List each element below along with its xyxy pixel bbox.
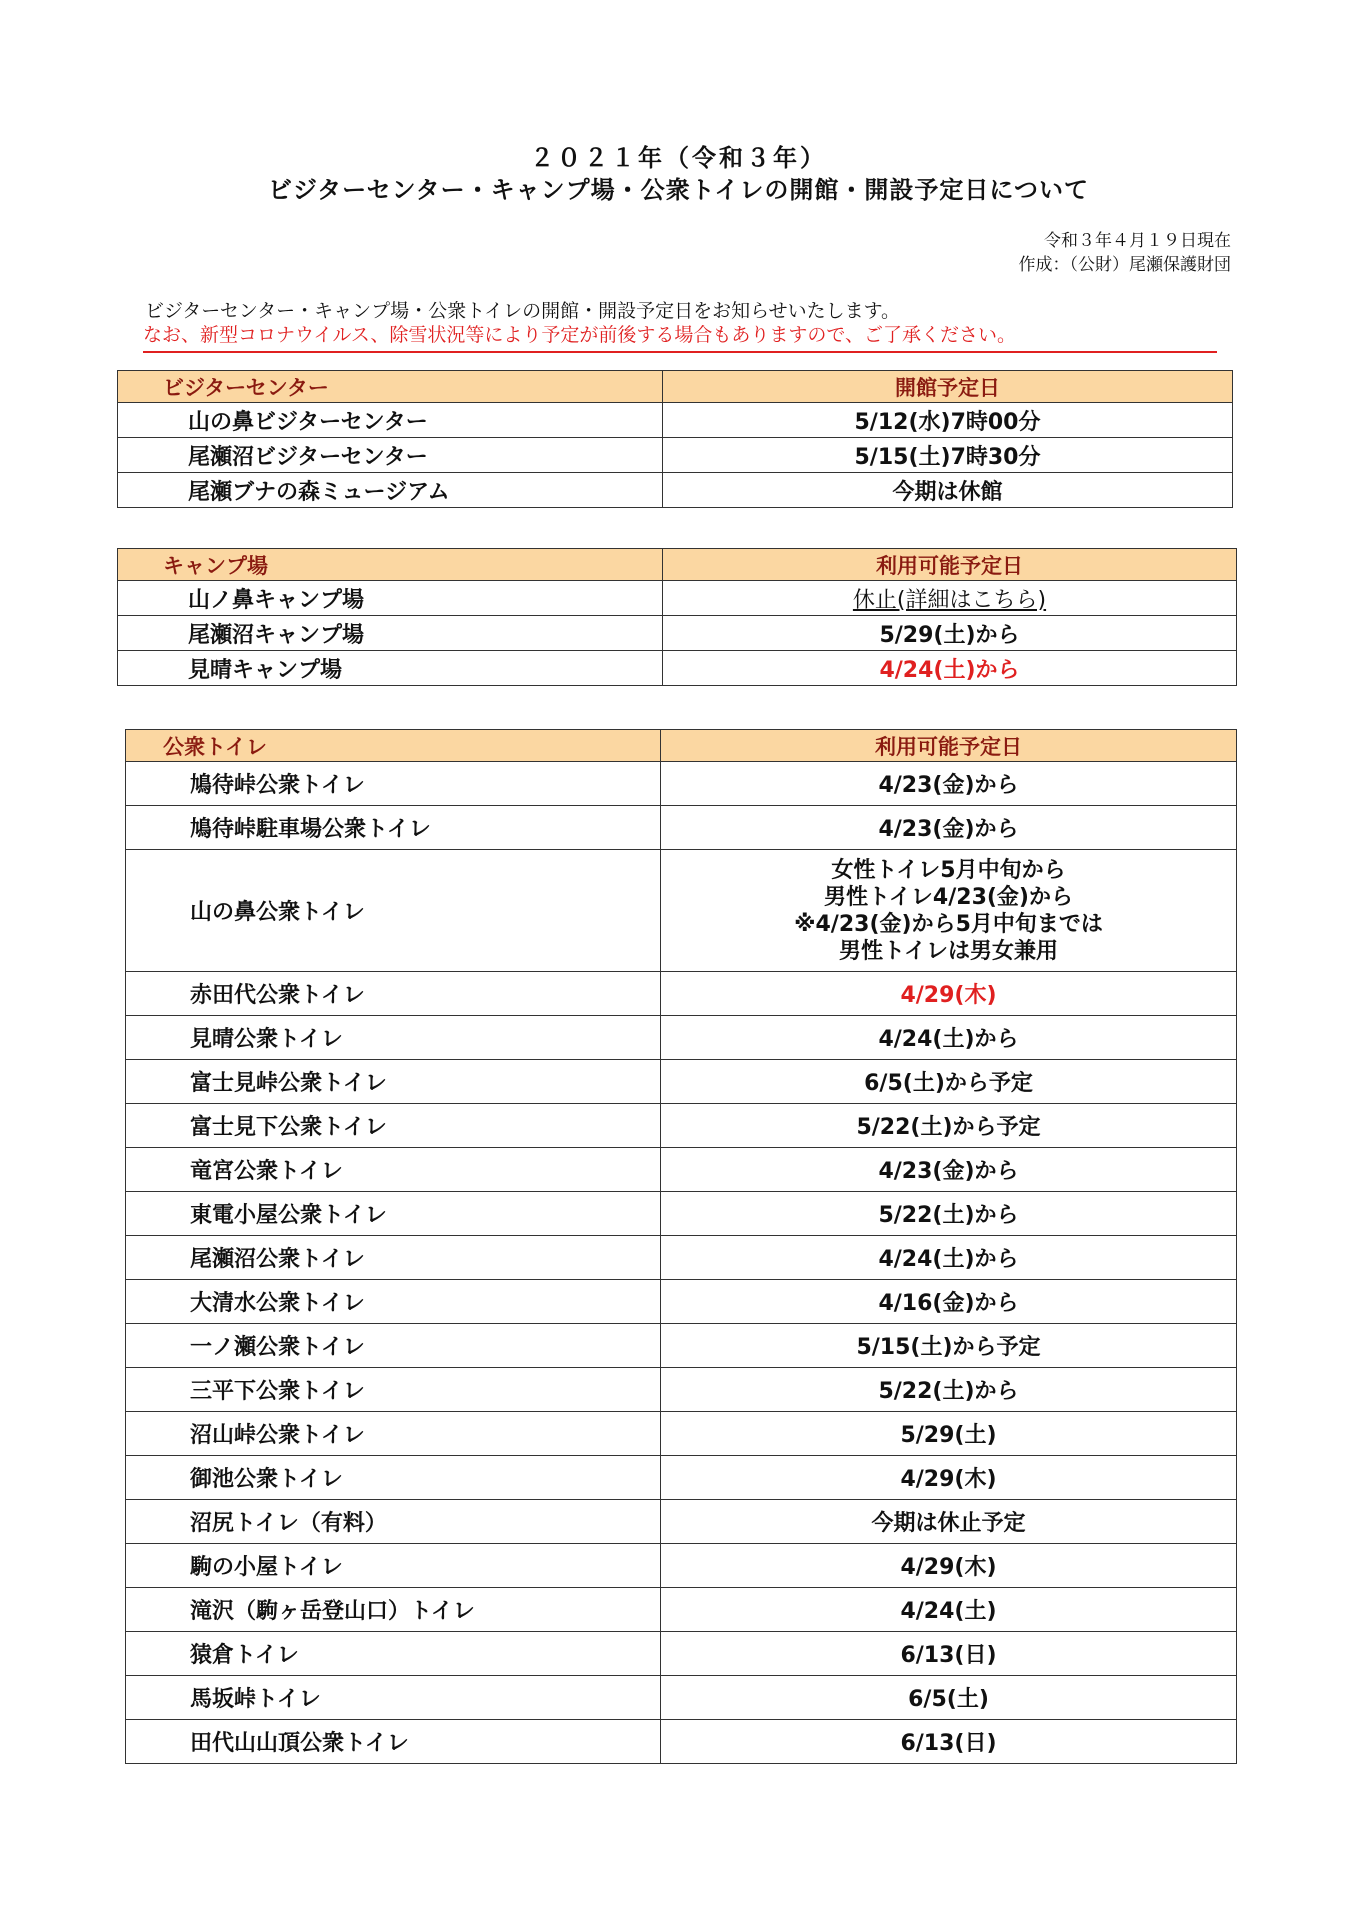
facility-name: 山ノ鼻キャンプ場: [118, 581, 663, 616]
table-header-row: [126, 730, 1237, 762]
facility-name: 尾瀬沼ビジターセンター: [118, 438, 663, 473]
open-date: 4/24(土)から: [661, 1016, 1237, 1060]
table-row: [126, 1588, 1237, 1632]
date-line: ※4/23(金)から5月中旬までは: [794, 911, 1103, 937]
facility-name: 富士見峠公衆トイレ: [126, 1060, 661, 1104]
open-date: 4/23(金)から: [661, 1148, 1237, 1192]
page-title: ビジターセンター・キャンプ場・公衆トイレの開館・開設予定日について: [268, 176, 1089, 204]
table-row: [118, 651, 1237, 686]
as-of-date: 令和３年４月１９日現在: [1044, 231, 1231, 251]
date-line: 男性トイレは男女兼用: [839, 938, 1058, 964]
table-row: [126, 1720, 1237, 1764]
facility-name: 鳩待峠駐車場公衆トイレ: [126, 806, 661, 850]
open-date: 4/16(金)から: [661, 1280, 1237, 1324]
facility-name: 赤田代公衆トイレ: [126, 972, 661, 1016]
facility-name: 沼尻トイレ（有料）: [126, 1500, 661, 1544]
table-row: [118, 616, 1237, 651]
table-row: [126, 1060, 1237, 1104]
facility-name: 尾瀬沼キャンプ場: [118, 616, 663, 651]
open-date: 4/23(金)から: [661, 806, 1237, 850]
facility-name: 見晴公衆トイレ: [126, 1016, 661, 1060]
open-date: 4/24(土): [661, 1588, 1237, 1632]
open-date: 5/12(水)7時00分: [663, 403, 1233, 438]
column-header-date: 利用可能予定日: [661, 730, 1237, 762]
table-row: [126, 1148, 1237, 1192]
open-date: 5/29(土): [661, 1412, 1237, 1456]
table-row: [126, 1104, 1237, 1148]
public-toilet-table: [125, 729, 1237, 1764]
table-row: [126, 1192, 1237, 1236]
facility-name: 鳩待峠公衆トイレ: [126, 762, 661, 806]
table-row: [126, 1412, 1237, 1456]
table-row: [126, 762, 1237, 806]
open-date: 4/24(土)から: [663, 651, 1237, 686]
facility-name: 山の鼻ビジターセンター: [118, 403, 663, 438]
open-date: 今期は休止予定: [661, 1500, 1237, 1544]
open-date: 5/22(土)から: [661, 1192, 1237, 1236]
facility-name: 沼山峠公衆トイレ: [126, 1412, 661, 1456]
table-row: [126, 1324, 1237, 1368]
table-row: [126, 1368, 1237, 1412]
column-header-facility: [118, 371, 663, 403]
table-row: [126, 1016, 1237, 1060]
column-header-date: 利用可能予定日: [663, 549, 1237, 581]
table-row: [126, 1236, 1237, 1280]
facility-name: 駒の小屋トイレ: [126, 1544, 661, 1588]
table-row: [126, 850, 1237, 972]
table-row: [118, 438, 1233, 473]
date-line: 男性トイレ4/23(金)から: [824, 884, 1073, 910]
facility-name: 富士見下公衆トイレ: [126, 1104, 661, 1148]
open-date: 6/13(日): [661, 1632, 1237, 1676]
facility-name: 見晴キャンプ場: [118, 651, 663, 686]
table-row: [126, 1456, 1237, 1500]
column-header-facility: [126, 730, 661, 762]
column-header-label: 公衆トイレ: [163, 734, 267, 759]
open-date: 6/5(土): [661, 1676, 1237, 1720]
open-date: 今期は休館: [663, 473, 1233, 508]
column-header-facility: [118, 549, 663, 581]
visitor-center-table: [117, 370, 1233, 508]
column-header-label: ビジターセンター: [163, 375, 329, 400]
open-date: 4/29(木): [661, 1456, 1237, 1500]
open-date: 4/23(金)から: [661, 762, 1237, 806]
facility-name: 田代山山頂公衆トイレ: [126, 1720, 661, 1764]
table-row: [118, 581, 1237, 616]
open-date: 5/15(土)7時30分: [663, 438, 1233, 473]
column-header-date: 開館予定日: [663, 371, 1233, 403]
open-date: 4/29(木): [661, 1544, 1237, 1588]
table-row: [126, 1500, 1237, 1544]
facility-name: 尾瀬ブナの森ミュージアム: [118, 473, 663, 508]
facility-name: 猿倉トイレ: [126, 1632, 661, 1676]
page-title-year: ２０２１年（令和３年）: [530, 144, 827, 172]
author: 作成：（公財）尾瀬保護財団: [1018, 255, 1231, 275]
open-date: 5/22(土)から予定: [661, 1104, 1237, 1148]
open-date: 4/29(木): [661, 972, 1237, 1016]
open-date: 6/13(日): [661, 1720, 1237, 1764]
open-date: 5/22(土)から: [661, 1368, 1237, 1412]
intro-text: ビジターセンター・キャンプ場・公衆トイレの開館・開設予定日をお知らせいたします。: [145, 300, 901, 322]
facility-name: 尾瀬沼公衆トイレ: [126, 1236, 661, 1280]
facility-name: 大清水公衆トイレ: [126, 1280, 661, 1324]
open-date: [661, 850, 1237, 972]
open-date: 4/24(土)から: [661, 1236, 1237, 1280]
facility-name: 山の鼻公衆トイレ: [126, 850, 661, 972]
facility-name: 三平下公衆トイレ: [126, 1368, 661, 1412]
notice-text: なお、新型コロナウイルス、除雪状況等により予定が前後する場合もありますので、ご了承ください。: [143, 320, 1217, 353]
open-date: 5/29(土)から: [663, 616, 1237, 651]
facility-name: 竜宮公衆トイレ: [126, 1148, 661, 1192]
campsite-table: [117, 548, 1237, 686]
date-line: 女性トイレ5月中旬から: [831, 857, 1066, 883]
facility-name: 馬坂峠トイレ: [126, 1676, 661, 1720]
table-row: [126, 806, 1237, 850]
open-date: [663, 581, 1237, 616]
table-header-row: [118, 371, 1233, 403]
facility-name: 一ノ瀬公衆トイレ: [126, 1324, 661, 1368]
table-row: [118, 403, 1233, 438]
table-row: [126, 1544, 1237, 1588]
column-header-label: キャンプ場: [163, 553, 268, 578]
facility-name: 滝沢（駒ヶ岳登山口）トイレ: [126, 1588, 661, 1632]
table-row: [126, 972, 1237, 1016]
open-date: 6/5(土)から予定: [661, 1060, 1237, 1104]
table-header-row: [118, 549, 1237, 581]
table-row: [126, 1676, 1237, 1720]
table-row: [126, 1280, 1237, 1324]
facility-name: 東電小屋公衆トイレ: [126, 1192, 661, 1236]
table-row: [126, 1632, 1237, 1676]
details-link[interactable]: 休止(詳細はこちら): [852, 587, 1047, 613]
table-row: [118, 473, 1233, 508]
open-date: 5/15(土)から予定: [661, 1324, 1237, 1368]
facility-name: 御池公衆トイレ: [126, 1456, 661, 1500]
